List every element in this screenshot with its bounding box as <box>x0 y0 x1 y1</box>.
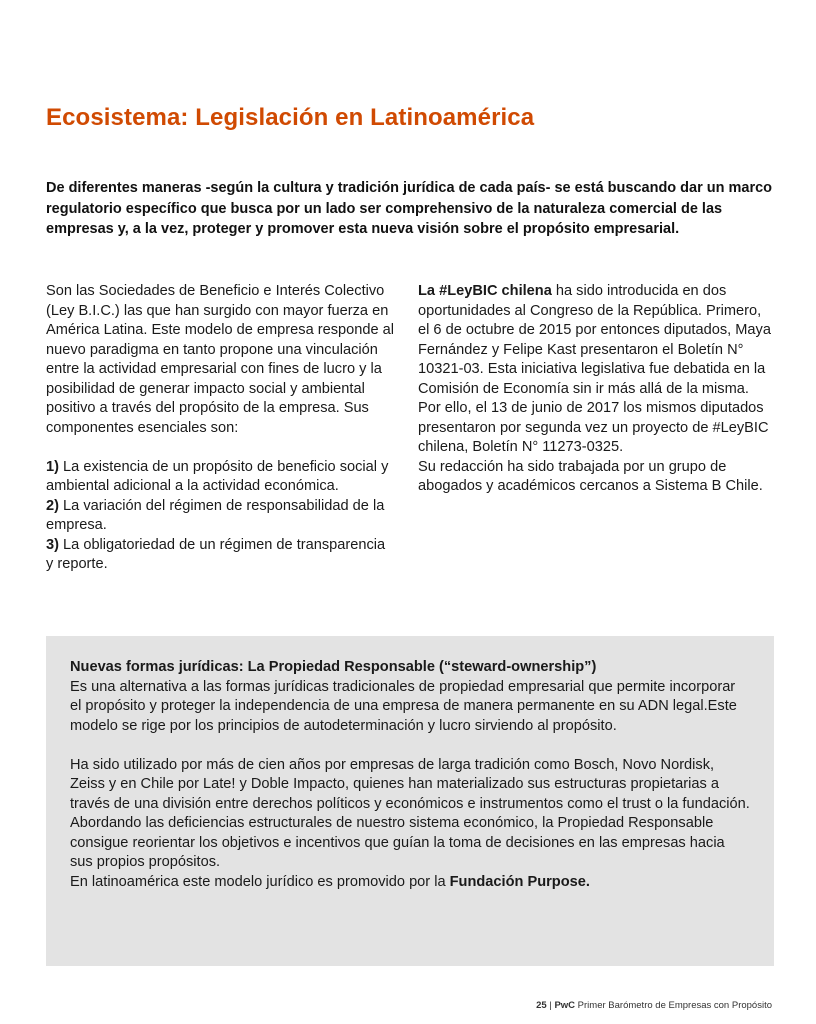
left-intro: Son las Sociedades de Beneficio e Interés Colectivo (Ley B.I.C.) las que han surgido con mayor fuerza en América Latina. Este modelo de empresa responde al nuevo paradigma en tanto propone una vinculación entre la actividad empresarial con fines de lucro y la posibilidad de generar impacto social y ambiental positivo a través del propósito de la empresa. Sus componentes esenciales son: <box>46 283 395 436</box>
page-title: Ecosistema: Legislación en Latinoamérica <box>46 104 535 131</box>
page-footer <box>536 1000 772 1011</box>
right-paragraph-1 <box>418 282 773 458</box>
info-box-title: Nuevas formas jurídicas: La Propiedad Responsable (“steward-ownership”) <box>70 659 597 675</box>
list-item-number: 2) <box>46 497 59 514</box>
list-item <box>46 497 396 536</box>
footer-text: Primer Barómetro de Empresas con Propósito <box>575 1000 772 1011</box>
info-box-paragraph-4 <box>70 873 750 893</box>
fundacion-purpose-label: Fundación Purpose. <box>449 873 590 890</box>
right-text-1: ha sido introducida en dos oportunidades al Congreso de la República. Primero, el 6 de octubre de 2015 por entonces diputados, Maya Fernández y Felipe Kast presentaron el Boletín N° 10321-03. Esta iniciativa legislativa fue debatida en la Comisión de Economía sin ir más allá de la misma. Por ello, el 13 de junio de 2017 los mismos diputados presentaron por segunda vez un proyecto de #LeyBIC chilena, Boletín N° 11273-0325. <box>418 283 771 455</box>
info-box-paragraph-1: Es una alternativa a las formas jurídicas tradicionales de propiedad empresarial que permite incorporar el propósito y proteger la independencia de una empresa de manera permanente en su ADN legal.Este modelo se rige por los principios de autodeterminación y lucro sirviendo al propósito. <box>70 678 737 734</box>
lead-paragraph: De diferentes maneras -según la cultura y tradición jurídica de cada país- se está buscando dar un marco regulatorio específico que busca por un lado ser comprehensivo de la naturaleza comercial de las empresas y, a la vez, proteger y promover esta nueva visión sobre el propósito empresarial. <box>46 180 773 237</box>
list-item <box>46 458 396 497</box>
list-item-text: La existencia de un propósito de beneficio social y ambiental adicional a la actividad económica. <box>46 458 389 494</box>
footer-separator: | <box>546 1000 555 1011</box>
right-paragraph-2: Su redacción ha sido trabajada por un grupo de abogados y académicos cercanos a Sistema B Chile. <box>418 458 763 494</box>
info-box-paragraph-3: Abordando las deficiencias estructurales de nuestro sistema económico, la Propiedad Responsable consigue reorientar los objetivos e incentivos que guían la toma de decisiones en las empresas hacia sus propios propósitos. <box>70 815 725 870</box>
info-box-paragraph-2: Ha sido utilizado por más de cien años por empresas de larga tradición como Bosch, Novo Nordisk, Zeiss y en Chile por Late! y Doble Impacto, quienes han materializado sus estructuras propietarias a través de una división entre derechos políticos y económicos e instrumentos como el trust o la fundación. <box>70 756 750 812</box>
info-box-paragraph-4-text: En latinoamérica este modelo jurídico es promovido por la <box>70 873 450 890</box>
footer-brand: PwC <box>554 1000 576 1011</box>
page-number: 25 <box>536 1000 547 1011</box>
ley-bic-label: La #LeyBIC chilena <box>418 283 552 299</box>
list-item <box>46 536 396 575</box>
list-item-text: La variación del régimen de responsabilidad de la empresa. <box>46 497 385 533</box>
list-item-number: 1) <box>46 458 59 475</box>
list-item-text: La obligatoriedad de un régimen de transparencia y reporte. <box>46 536 386 572</box>
info-box-content <box>70 658 750 892</box>
left-column <box>46 282 396 575</box>
list-item-number: 3) <box>46 536 59 553</box>
right-column <box>418 282 773 497</box>
info-box <box>46 636 774 966</box>
